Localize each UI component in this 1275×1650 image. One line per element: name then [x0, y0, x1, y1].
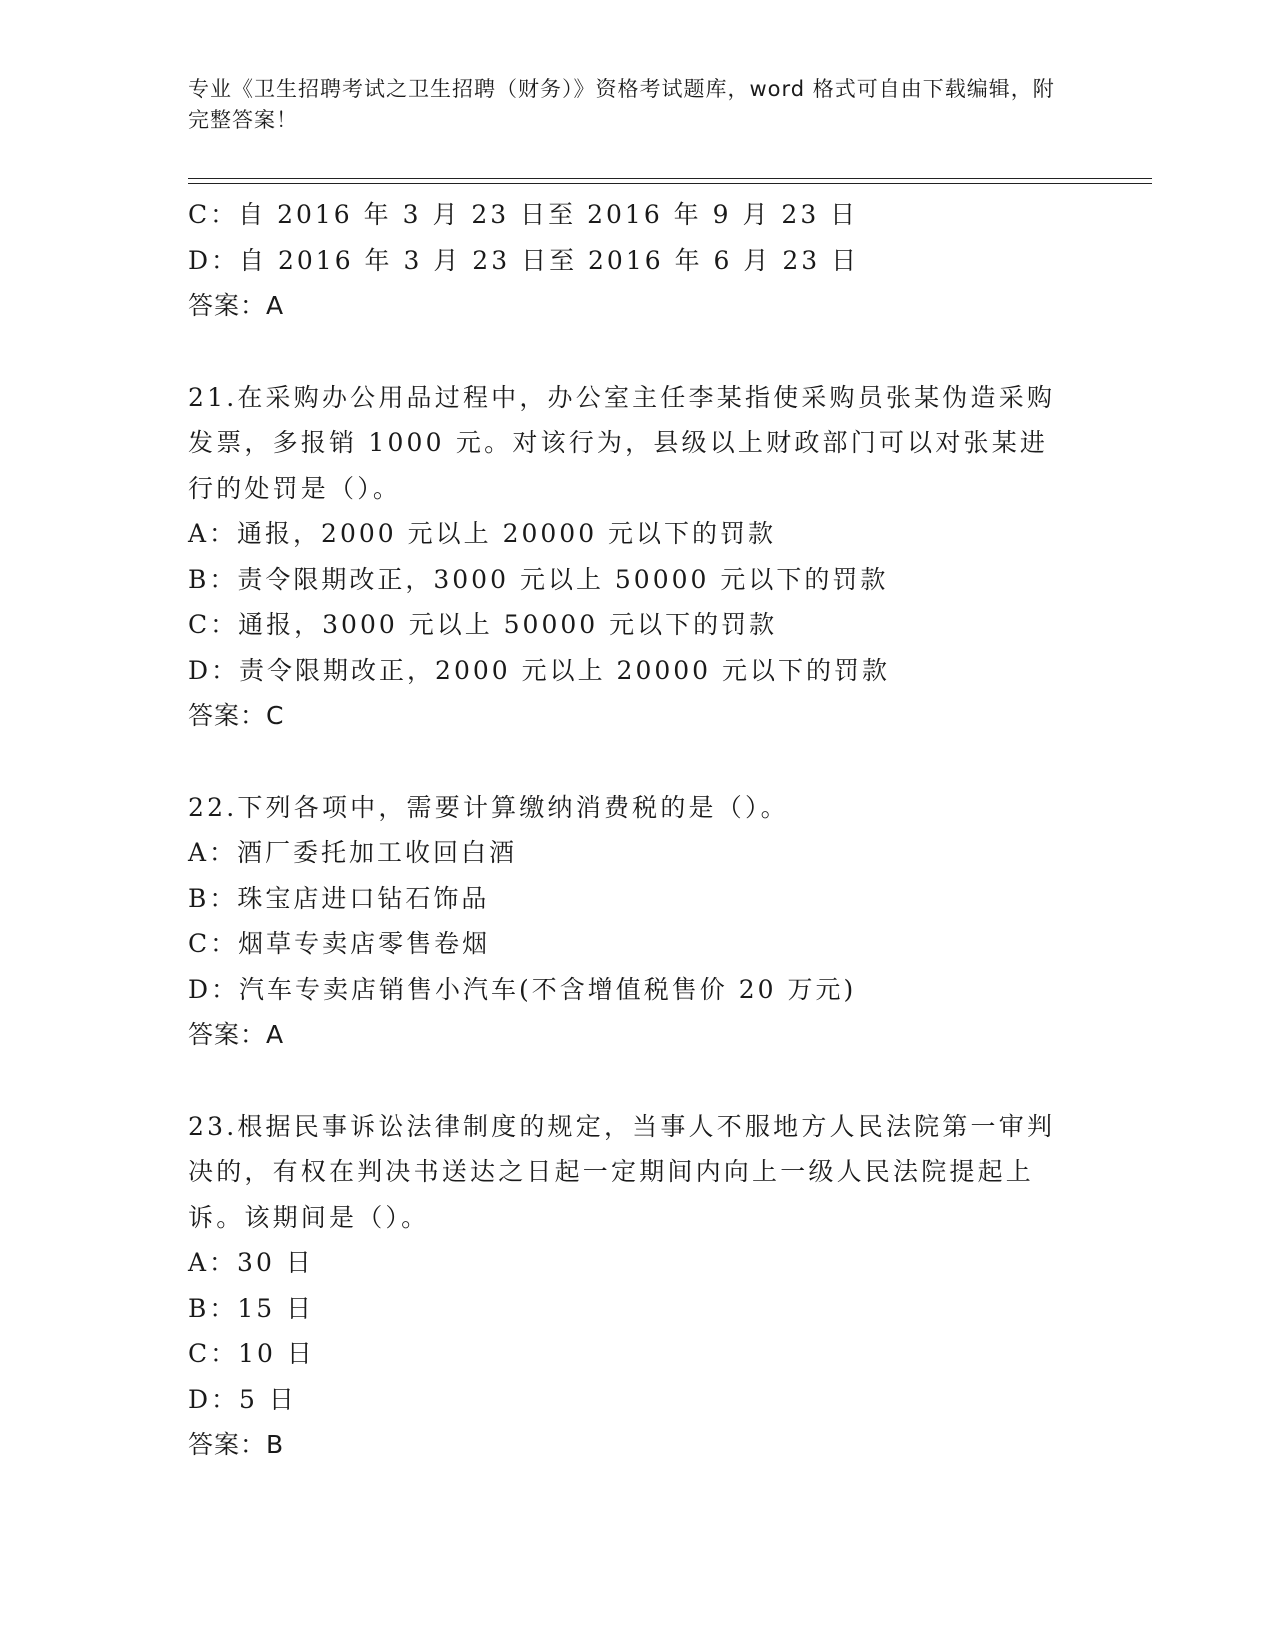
option-b: B：责令限期改正，3000 元以上 50000 元以下的罚款	[188, 564, 889, 594]
option-d: D：汽车专卖店销售小汽车(不含增值税售价 20 万元)	[188, 974, 857, 1004]
document-header: 专业《卫生招聘考试之卫生招聘（财务）》资格考试题库，word 格式可自由下载编辑，附完整答案！	[188, 77, 1055, 132]
question-list	[188, 192, 1088, 1468]
question-stem: 21.在采购办公用品过程中，办公室主任李某指使采购员张某伪造采购发票，多报销 1000 元。对该行为，县级以上财政部门可以对张某进行的处罚是（）。	[188, 382, 1056, 503]
option-a: A：通报，2000 元以上 20000 元以下的罚款	[188, 519, 777, 548]
spacer	[188, 329, 1088, 375]
question-stem: 22.下列各项中，需要计算缴纳消费税的是（）。	[188, 792, 789, 822]
question-23	[188, 1104, 1088, 1468]
option-c: C：通报，3000 元以上 50000 元以下的罚款	[188, 610, 778, 639]
option-c: C：自 2016 年 3 月 23 日至 2016 年 9 月 23 日	[188, 200, 859, 229]
answer: 答案：C	[188, 701, 285, 730]
option-d: D：5 日	[188, 1384, 297, 1414]
option-c: C：10 日	[188, 1339, 315, 1368]
option-b: B：15 日	[188, 1293, 315, 1323]
option-a: A：酒厂委托加工收回白酒	[188, 838, 518, 867]
spacer	[188, 739, 1088, 785]
answer: 答案：A	[188, 291, 285, 320]
question-21	[188, 375, 1088, 739]
option-c: C：烟草专卖店零售卷烟	[188, 929, 491, 958]
question-20-continued	[188, 192, 1088, 329]
header-divider-bottom	[188, 183, 1152, 184]
option-a: A：30 日	[188, 1248, 314, 1277]
option-b: B：珠宝店进口钻石饰品	[188, 883, 490, 913]
header-divider-top	[188, 178, 1152, 179]
question-22	[188, 785, 1088, 1058]
question-stem: 23.根据民事诉讼法律制度的规定，当事人不服地方人民法院第一审判决的，有权在判决书送达之日起一定期间内向上一级人民法院提起上诉。该期间是（）。	[188, 1111, 1056, 1232]
answer: 答案：A	[188, 1020, 285, 1049]
option-d: D：自 2016 年 3 月 23 日至 2016 年 6 月 23 日	[188, 245, 860, 275]
option-d: D：责令限期改正，2000 元以上 20000 元以下的罚款	[188, 655, 891, 685]
answer: 答案：B	[188, 1430, 285, 1459]
spacer	[188, 1058, 1088, 1104]
